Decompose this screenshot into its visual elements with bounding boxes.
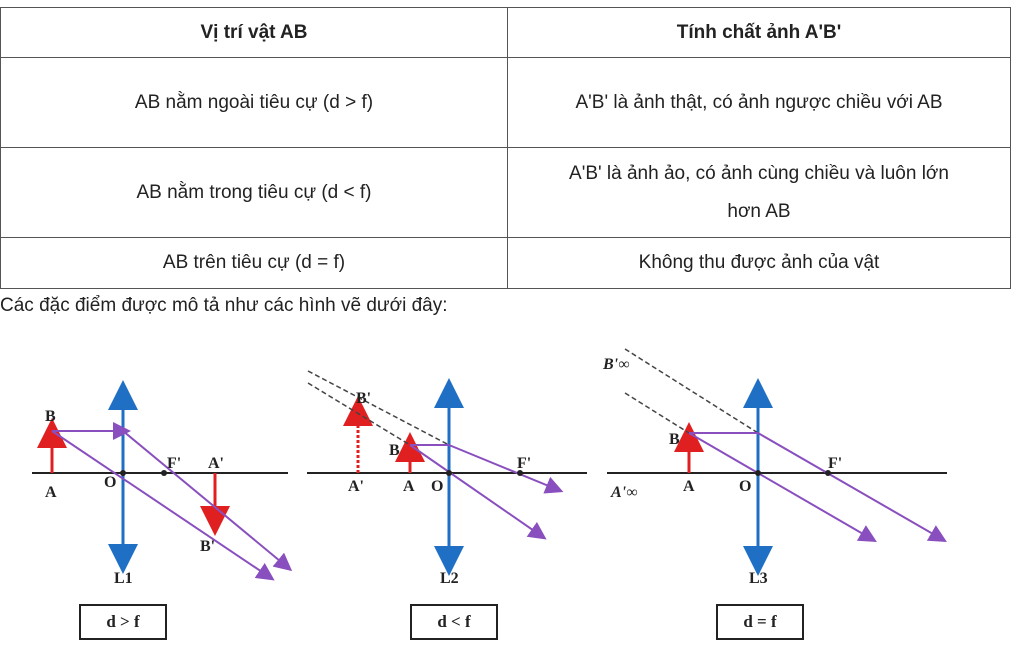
cell-image: [508, 148, 1011, 238]
cell-position: AB nằm ngoài tiêu cự (d > f): [1, 58, 508, 148]
figure-2: [307, 371, 587, 639]
condition-label: d > f: [106, 612, 140, 631]
label-b: B: [669, 431, 680, 448]
label-f: F': [828, 455, 843, 472]
condition-label: d < f: [437, 612, 471, 631]
label-f: F': [517, 455, 532, 472]
label-a: A: [45, 484, 57, 501]
label-a-image: A': [348, 478, 364, 495]
label-b: B: [389, 442, 400, 459]
label-o: O: [739, 478, 752, 495]
table-header-row: [1, 8, 1011, 58]
cell-image: A'B' là ảnh thật, có ảnh ngược chiều với AB: [508, 58, 1011, 148]
label-lens: L2: [440, 570, 459, 587]
label-a: A: [683, 478, 695, 495]
label-a: A: [403, 478, 415, 495]
cell-position: AB nằm trong tiêu cự (d < f): [1, 148, 508, 238]
header-object-position: Vị trí vật AB: [1, 8, 508, 58]
cell-image-line2: hơn AB: [727, 200, 791, 222]
cell-position: AB trên tiêu cự (d = f): [1, 238, 508, 289]
label-a-image: A': [208, 455, 224, 472]
label-b-image: B': [200, 538, 216, 555]
ray-refracted: [758, 433, 940, 538]
table-row: [1, 238, 1011, 289]
cell-image: Không thu được ảnh của vật: [508, 238, 1011, 289]
figure-1: [32, 395, 288, 639]
table-row: [1, 148, 1011, 238]
label-f: F': [167, 455, 182, 472]
header-image-properties: Tính chất ảnh A'B': [508, 8, 1011, 58]
cell-image-line1: A'B' là ảnh ảo, có ảnh cùng chiều và luôn lớn: [569, 162, 949, 184]
lens-diagrams: [0, 325, 1024, 649]
label-lens: L1: [114, 570, 133, 587]
label-o: O: [104, 474, 117, 491]
ray-center: [689, 433, 870, 538]
figure-3: [602, 349, 947, 639]
figures-caption: Các đặc điểm được mô tả như các hình vẽ dưới đây:: [0, 295, 448, 316]
label-o: O: [431, 478, 444, 495]
condition-label: d = f: [743, 612, 777, 631]
label-b: B: [45, 408, 56, 425]
label-b-image: B': [356, 390, 372, 407]
label-b-infinity: B'∞: [603, 356, 630, 373]
table-row: [1, 58, 1011, 148]
label-lens: L3: [749, 570, 768, 587]
ray-center: [52, 431, 268, 576]
properties-table: [0, 7, 1011, 289]
label-a-infinity: A'∞: [611, 484, 638, 501]
